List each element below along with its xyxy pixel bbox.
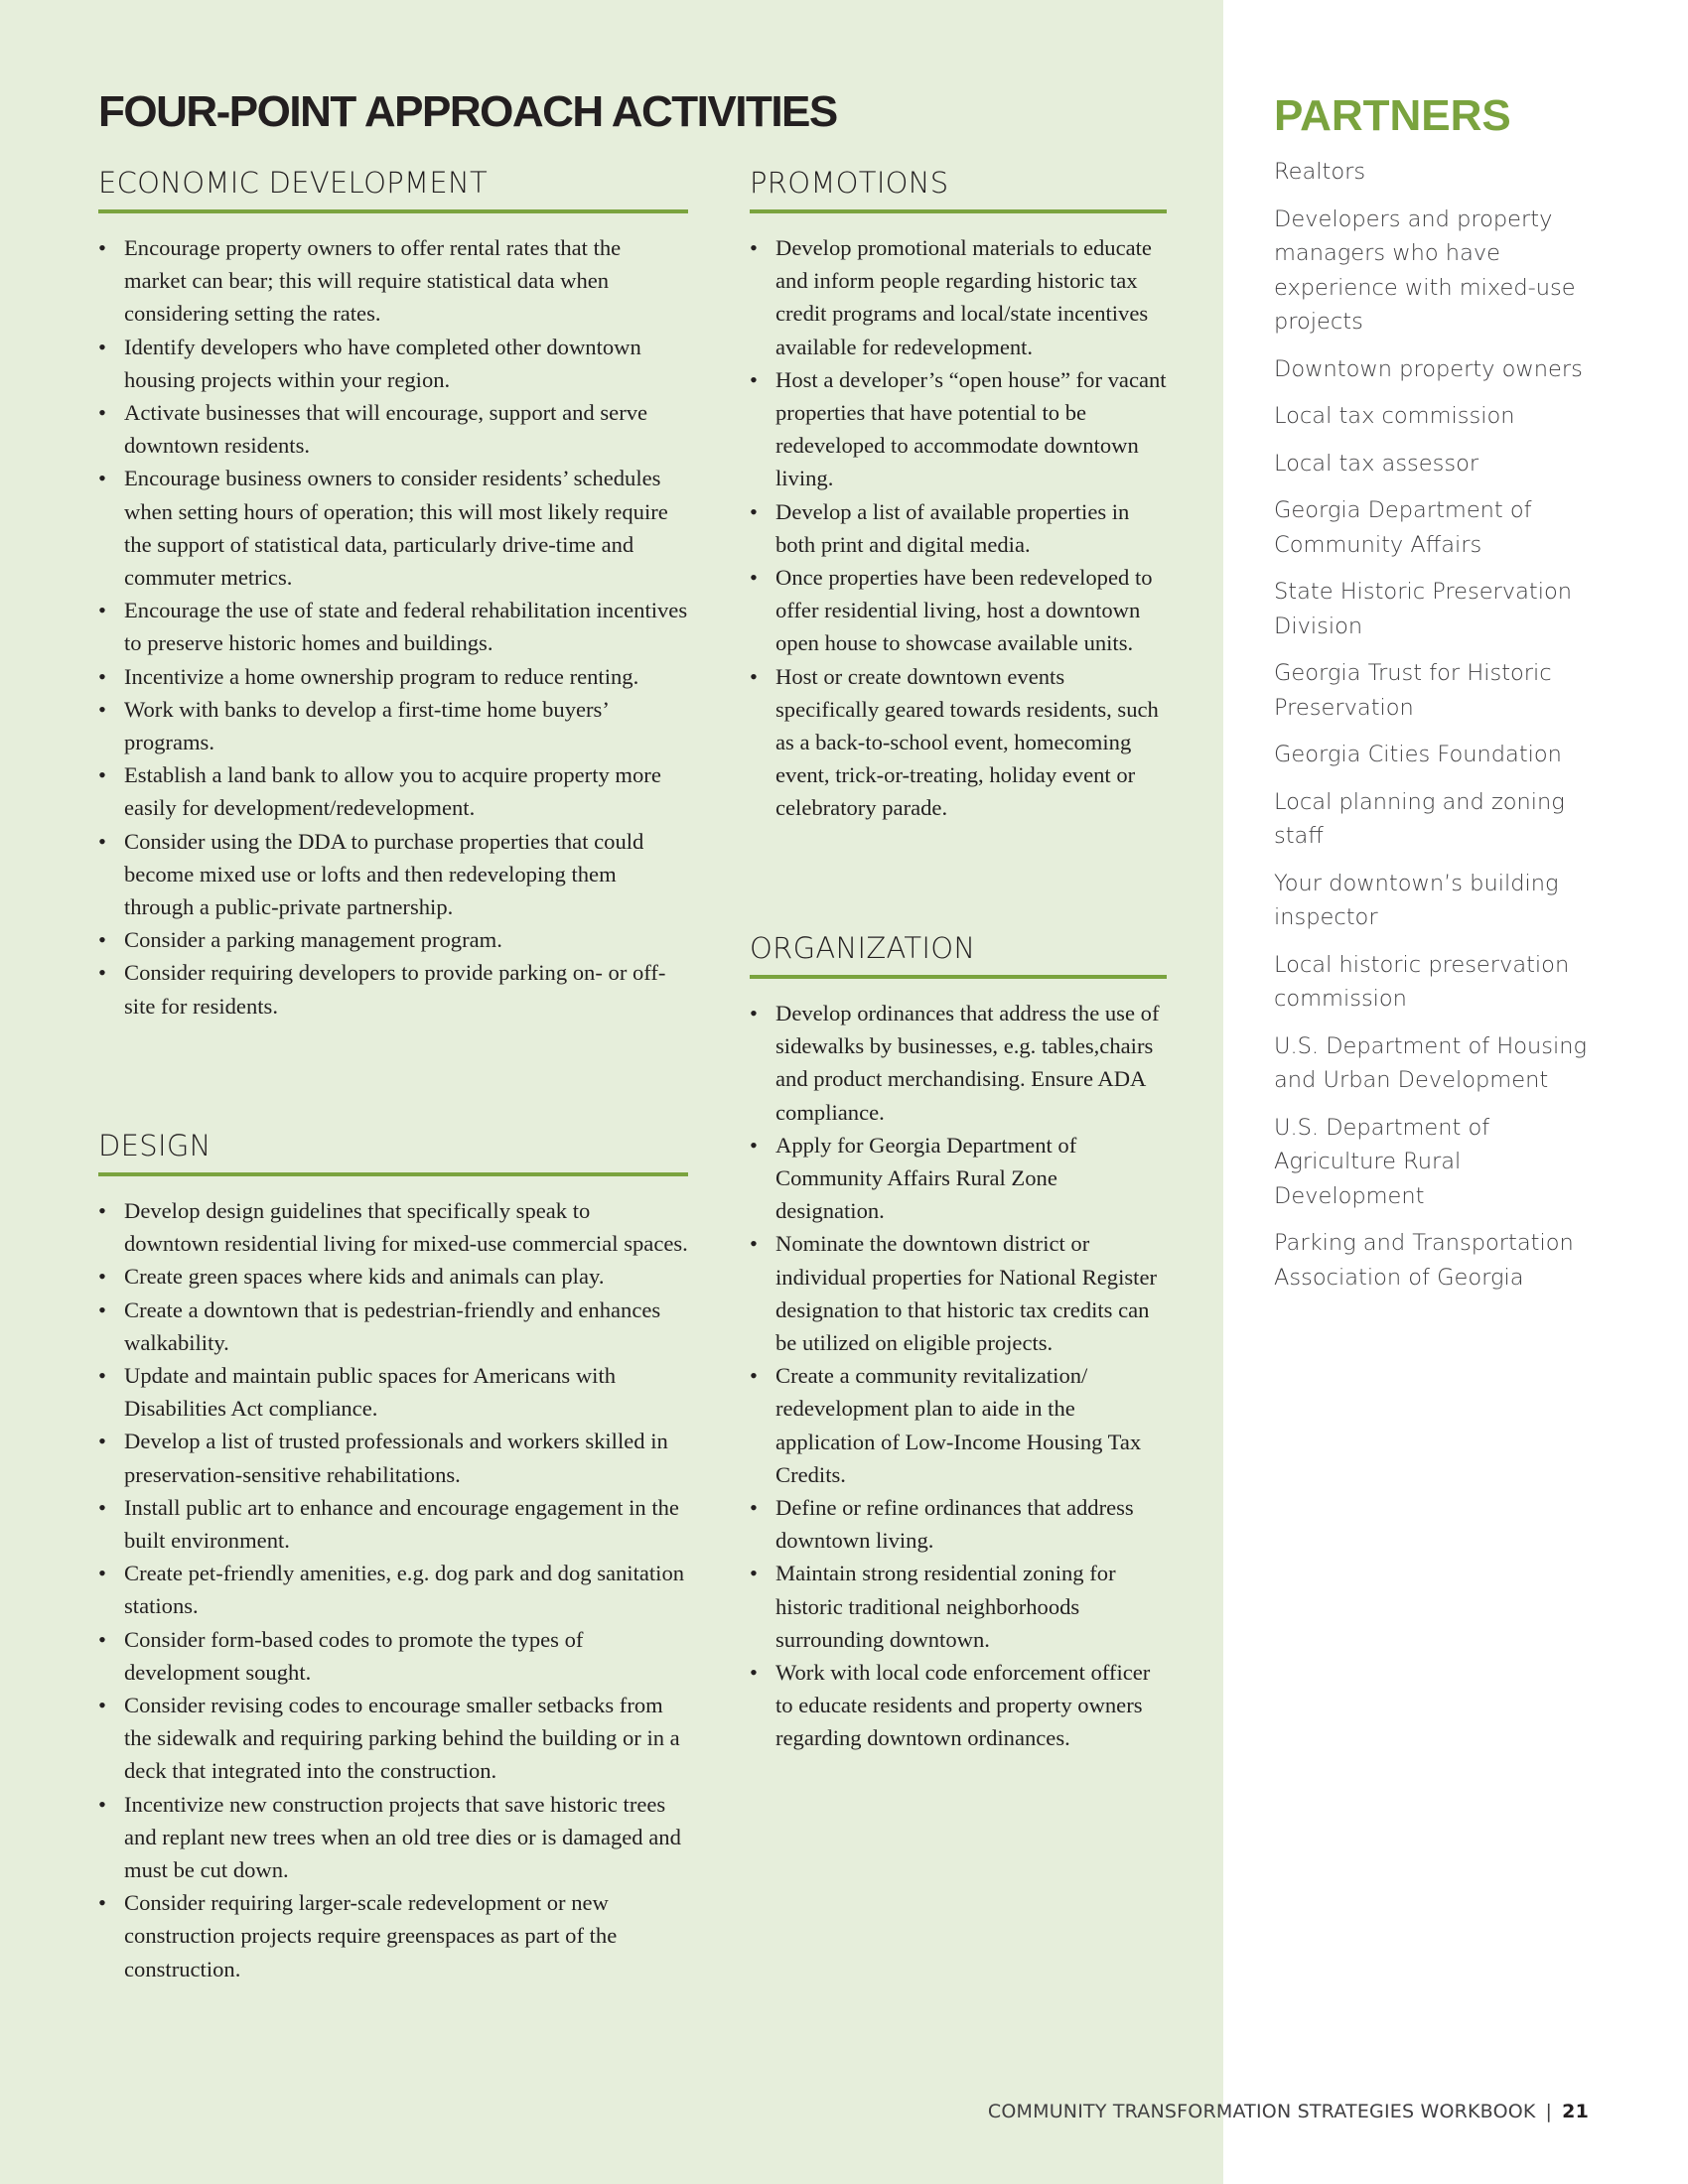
page-title: FOUR-POINT APPROACH ACTIVITIES — [98, 87, 837, 136]
list-item: • Encourage property owners to offer rental rates that the market can bear; this will require statistical data when considering setting the rates. — [98, 231, 688, 331]
design-section — [98, 1129, 688, 1985]
list-item: • Create a community revitalization/ redevelopment plan to aide in the application of Low-Income Housing Tax Credits. — [750, 1359, 1167, 1491]
list-item: • Consider using the DDA to purchase properties that could become mixed use or lofts and then redeveloping them through a public-private partnership. — [98, 825, 688, 924]
economic-development-list — [98, 231, 688, 1023]
list-item: • Work with banks to develop a first-time home buyers’ programs. — [98, 693, 688, 758]
organization-section — [750, 931, 1167, 1755]
promotions-section — [750, 166, 1167, 825]
list-item: • Consider a parking management program. — [98, 923, 688, 956]
list-item: • Once properties have been redeveloped to offer residential living, host a downtown open house to showcase available units. — [750, 561, 1167, 660]
list-item: • Consider form-based codes to promote the types of development sought. — [98, 1623, 688, 1689]
partner-item: Georgia Trust for Historic Preservation — [1274, 660, 1552, 721]
list-item: • Consider requiring developers to provide parking on- or off-site for residents. — [98, 956, 688, 1022]
list-item: • Establish a land bank to allow you to acquire property more easily for development/redevelopment. — [98, 758, 688, 824]
partner-item: U.S. Department of Agriculture Rural Development — [1274, 1114, 1490, 1209]
list-item: • Install public art to enhance and encourage engagement in the built environment. — [98, 1491, 688, 1557]
list-item: • Develop promotional materials to educate and inform people regarding historic tax credit programs and local/state incentives available for redevelopment. — [750, 231, 1167, 363]
list-item: • Incentivize a home ownership program to reduce renting. — [98, 660, 688, 693]
list-item: • Create a downtown that is pedestrian-friendly and enhances walkability. — [98, 1294, 688, 1359]
partner-item: U.S. Department of Housing and Urban Development — [1274, 1032, 1588, 1093]
partners-list — [1274, 155, 1612, 1307]
list-item: • Activate businesses that will encourage, support and serve downtown residents. — [98, 396, 688, 462]
promotions-heading: PROMOTIONS — [750, 166, 1167, 213]
list-item: • Create pet-friendly amenities, e.g. dog park and dog sanitation stations. — [98, 1557, 688, 1622]
footer-separator: | — [1545, 2101, 1553, 2122]
list-item: • Maintain strong residential zoning for historic traditional neighborhoods surrounding downtown. — [750, 1557, 1167, 1656]
list-item: • Consider requiring larger-scale redevelopment or new construction projects require greenspaces as part of the construction. — [98, 1886, 688, 1985]
organization-list — [750, 997, 1167, 1755]
list-item: • Develop a list of trusted professionals and workers skilled in preservation-sensitive rehabilitations. — [98, 1425, 688, 1490]
partner-item: Local planning and zoning staff — [1274, 788, 1565, 849]
page-footer — [988, 2101, 1589, 2122]
partners-heading: PARTNERS — [1274, 91, 1511, 140]
partner-item: Parking and Transportation Association of Georgia — [1274, 1230, 1574, 1291]
partner-item: Developers and property managers who have experience with mixed-use projects — [1274, 205, 1576, 335]
list-item: • Encourage the use of state and federal rehabilitation incentives to preserve historic homes and buildings. — [98, 594, 688, 659]
partner-item: Local tax commission — [1274, 403, 1515, 429]
list-item: • Host a developer’s “open house” for vacant properties that have potential to be redeveloped to accommodate downtown living. — [750, 363, 1167, 495]
list-item: • Develop design guidelines that specifically speak to downtown residential living for mixed-use commercial spaces. — [98, 1194, 688, 1260]
list-item: • Develop a list of available properties in both print and digital media. — [750, 495, 1167, 561]
list-item: • Host or create downtown events specifically geared towards residents, such as a back-to-school event, homecoming event, trick-or-treating, holiday event or celebratory parade. — [750, 660, 1167, 825]
promotions-list — [750, 231, 1167, 825]
design-heading: DESIGN — [98, 1129, 688, 1176]
list-item: • Nominate the downtown district or individual properties for National Register designation to that historic tax credits can be utilized on eligible projects. — [750, 1227, 1167, 1359]
partner-item: Downtown property owners — [1274, 355, 1583, 382]
list-item: • Apply for Georgia Department of Community Affairs Rural Zone designation. — [750, 1129, 1167, 1228]
list-item: • Work with local code enforcement officer to educate residents and property owners regarding downtown ordinances. — [750, 1656, 1167, 1755]
partner-item: Your downtown’s building inspector — [1274, 870, 1559, 930]
page-number: 21 — [1562, 2101, 1589, 2122]
partner-item: Realtors — [1274, 159, 1366, 185]
list-item: • Consider revising codes to encourage smaller setbacks from the sidewalk and requiring parking behind the building or in a deck that integrated into the construction. — [98, 1689, 688, 1788]
list-item: • Create green spaces where kids and animals can play. — [98, 1260, 688, 1293]
list-item: • Encourage business owners to consider residents’ schedules when setting hours of operation; this will most likely require the support of statistical data, particularly drive-time and commuter metrics. — [98, 462, 688, 594]
partner-item: Local tax assessor — [1274, 450, 1479, 477]
partner-item: Local historic preservation commission — [1274, 951, 1570, 1012]
design-list — [98, 1194, 688, 1985]
partner-item: Georgia Cities Foundation — [1274, 742, 1562, 767]
list-item: • Develop ordinances that address the use of sidewalks by businesses, e.g. tables,chairs and product merchandising. Ensure ADA compliance. — [750, 997, 1167, 1129]
organization-heading: ORGANIZATION — [750, 931, 1167, 979]
list-item: • Identify developers who have completed other downtown housing projects within your region. — [98, 331, 688, 396]
partner-item: Georgia Department of Community Affairs — [1274, 497, 1532, 558]
list-item: • Incentivize new construction projects that save historic trees and replant new trees when an old tree dies or is damaged and must be cut down. — [98, 1788, 688, 1887]
partner-item: State Historic Preservation Division — [1274, 579, 1573, 639]
list-item: • Define or refine ordinances that address downtown living. — [750, 1491, 1167, 1557]
economic-development-section — [98, 166, 688, 1023]
economic-development-heading: ECONOMIC DEVELOPMENT — [98, 166, 688, 213]
footer-publication-title: COMMUNITY TRANSFORMATION STRATEGIES WORKBOOK — [987, 2101, 1536, 2122]
list-item: • Update and maintain public spaces for Americans with Disabilities Act compliance. — [98, 1359, 688, 1425]
